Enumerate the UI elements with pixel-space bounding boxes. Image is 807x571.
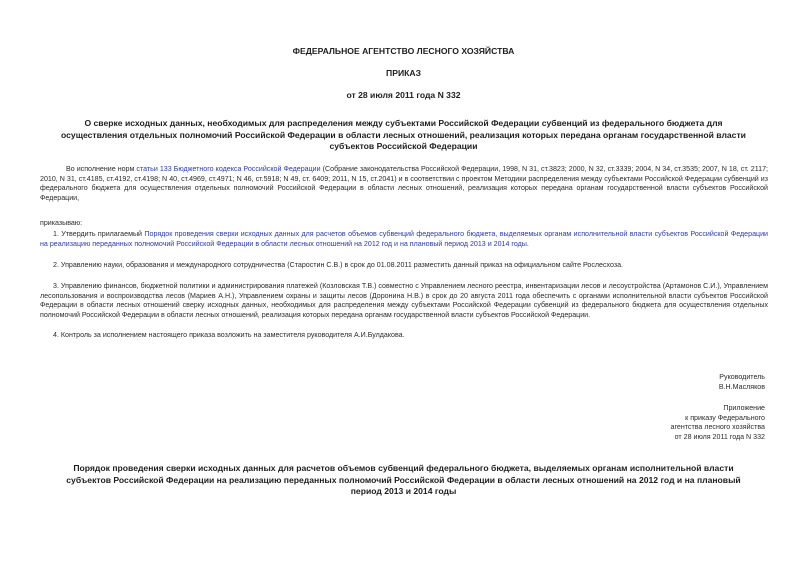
signature-name: В.Н.Масляков xyxy=(718,382,765,391)
procedure-title xyxy=(30,463,777,498)
doc-date-number: от 28 июля 2011 года N 332 xyxy=(346,90,461,100)
doc-type-heading: ПРИКАЗ xyxy=(386,68,421,78)
budget-code-link[interactable]: статьи 133 Бюджетного кодекса Российской Федерации xyxy=(136,165,321,173)
signature-block xyxy=(719,373,765,392)
order-item-2: 2. Управлению науки, образования и международного сотрудничества (Старостин С.В.) в срок до 01.08.2011 разместить данный приказ на официальном сайте Рослесхоза. xyxy=(53,261,624,269)
appendix-block xyxy=(671,404,765,443)
signature-role: Руководитель xyxy=(719,373,765,381)
appendix-label: Приложение xyxy=(723,404,765,412)
order-item-4: 4. Контроль за исполнением настоящего приказа возложить на заместителя руководителя А.И.Булдакова. xyxy=(53,331,405,339)
preamble-rest: (Собрание законодательства Российской Федерации, 1998, N 31, ст.3823; 2000, N 32, ст.3339; 2004, N 34, ст.3535; 2007, N 18, ст. 2117; 2010, N 31, ст.4185, ст.4192, ст.4198; N 40, ст.4969, ст.4971; N 46, ст.5918; N 49, ст. 6409; 2011, N 15, ст.2041) и в соответствии с проектом Методики распределения между субъектами Российской Федерации субвенций из федерального бюджета для осуществления отдельных полномочий Российской Федерации в области лесных отношений, реализация которых передана органам государственной власти субъектов Российской Федерации, xyxy=(40,165,769,203)
appendix-ref-line: агентства лесного хозяйства xyxy=(670,423,765,432)
preamble-intro: Во исполнение норм xyxy=(66,165,137,173)
order-title-line: субъектов Российской Федерации xyxy=(329,141,478,152)
procedure-link[interactable]: Порядок проведения сверки исходных данных для расчетов объемов субвенций федерального бюджета, выделяемых органам исполнительной власти субъектов Российской Федерации на реализацию переданных полномочий Российской Федерации в области лесных отношений на 2012 год и на плановый период 2013 и 2014 годы xyxy=(40,230,769,248)
order-item-1 xyxy=(40,230,768,249)
order-title-line: осуществления отдельных полномочий Российской Федерации в области лесных отношений, реализация которых передана органам государственной власти xyxy=(61,129,746,140)
appendix-ref-line: от 28 июля 2011 года N 332 xyxy=(674,433,765,442)
agency-heading: ФЕДЕРАЛЬНОЕ АГЕНТСТВО ЛЕСНОГО ХОЗЯЙСТВА xyxy=(292,46,515,56)
order-title xyxy=(30,118,777,153)
procedure-title-line: субъектов Российской Федерации на реализацию переданных полномочий Российской Федерации в области лесных отношений на 2012 год и на плановый xyxy=(66,474,741,485)
order-item-suffix: . xyxy=(526,239,529,248)
appendix-ref-line: к приказу Федерального xyxy=(685,413,765,422)
preamble-paragraph xyxy=(40,165,768,204)
order-word: приказываю: xyxy=(40,219,83,227)
procedure-title-line: период 2013 и 2014 годы xyxy=(350,486,457,497)
order-item-3: 3. Управлению финансов, бюджетной политики и администрирования платежей (Козловская Т.В.) совместно с Управлением лесного реестра, инвентаризации лесов и лесоустройства (Артамонов С.И.), Управлением лесопользования и воспроизводства лесов (Мариев А.Н.), Управлением охраны и защиты лесов (Доронина Н.В.) в срок до 20 августа 2011 года обеспечить с органами исполнительной власти субъектов Российской Федерации в области лесных отношений сверку исходных данных, необходимых для распределения между субъектами Российской Федерации субвенций из федерального бюджета для осуществления отдельных полномочий Российской Федерации в области лесных отношений, реализация которых передана органам государственной власти субъектов Российской Федерации. xyxy=(40,282,768,320)
order-item-prefix: 1. Утвердить прилагаемый xyxy=(53,230,145,238)
procedure-title-line: Порядок проведения сверки исходных данных для расчетов объемов субвенций федерального бюджета, выделяемых органам исполнительной власти xyxy=(73,463,734,473)
order-title-line: О сверке исходных данных, необходимых для распределения между субъектами Российской Федерации субвенций из федерального бюджета для xyxy=(84,118,723,128)
